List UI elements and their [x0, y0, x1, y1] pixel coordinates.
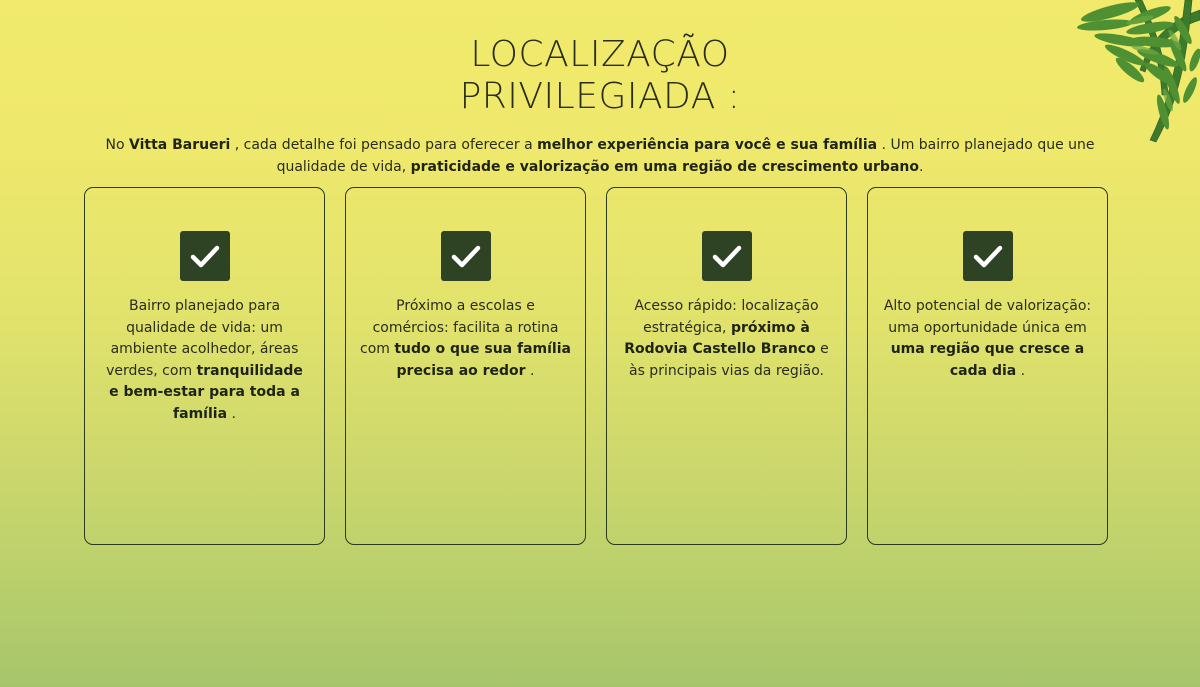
checkmark-icon: [963, 231, 1013, 281]
card-text: [621, 296, 832, 382]
title-line-1: LOCALIZAÇÃO: [470, 34, 730, 76]
card-text-end: e às principais vias da região.: [628, 341, 829, 379]
card-text-bold: uma região que cresce a cada dia: [890, 341, 1085, 379]
intro-bold-3: praticidade e valorização em uma região de crescimento urbano: [410, 159, 919, 175]
title-line-2: PRIVILEGIADA :: [459, 76, 741, 118]
card-text-bold: tudo o que sua família precisa ao redor: [394, 341, 571, 379]
intro-bold-1: Vitta Barueri: [128, 137, 231, 153]
intro-text-2: , cada detalhe foi pensado para oferecer a: [230, 137, 538, 153]
intro-text-1: No: [105, 137, 129, 153]
checkmark-icon: [441, 231, 491, 281]
card-text-plain: Alto potencial de valorização: uma oportunidade única em: [883, 298, 1092, 336]
intro-text-3: . Um bairro planejado que une qualidade de vida,: [276, 137, 1095, 175]
card-text: [99, 296, 310, 425]
checkmark-icon: [702, 231, 752, 281]
feature-card-valuation: [867, 187, 1108, 545]
card-text-plain: Próximo a escolas e comércios: facilita a rotina com: [360, 298, 559, 357]
checkmark-icon: [180, 231, 230, 281]
feature-card-schools-commerce: [345, 187, 586, 545]
card-text: [360, 296, 571, 382]
card-text-plain: Bairro planejado para qualidade de vida: um ambiente acolhedor, áreas verdes, com: [106, 298, 299, 379]
card-text: [882, 296, 1093, 382]
card-text-end: .: [525, 362, 535, 379]
card-text-end: .: [1016, 362, 1026, 379]
intro-bold-2: melhor experiência para você e sua família: [537, 137, 878, 153]
feature-card-planned-neighborhood: [84, 187, 325, 545]
card-text-bold: próximo à Rodovia Castello Branco: [624, 319, 816, 357]
page-title: [0, 34, 1200, 118]
card-text-bold: tranquilidade e bem-estar para toda a família: [109, 362, 303, 422]
feature-cards: [84, 187, 1112, 547]
intro-text-4: .: [918, 159, 924, 175]
card-text-end: .: [227, 405, 236, 422]
card-text-plain: Acesso rápido: localização estratégica,: [634, 298, 819, 336]
intro-paragraph: [100, 134, 1100, 178]
feature-card-fast-access: [606, 187, 847, 545]
